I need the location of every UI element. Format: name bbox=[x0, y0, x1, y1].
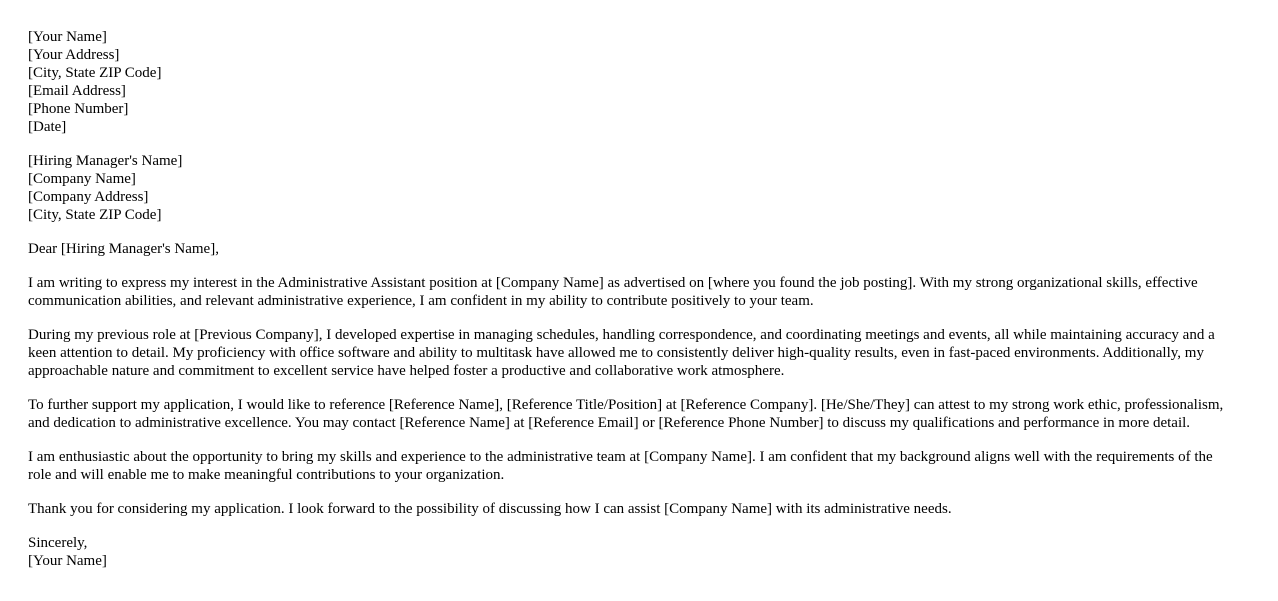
sender-city-state-zip: [City, State ZIP Code] bbox=[28, 65, 162, 81]
body-paragraph-intro: I am writing to express my interest in the Administrative Assistant position at [Company Name] as advertised on [where you found the job posting]. With my strong organizational skills, effective communication abilities, and relevant administrative experience, I am confident in my ability to contribute positively to your team. bbox=[28, 275, 1198, 309]
body-paragraph-experience: During my previous role at [Previous Company], I developed expertise in managing schedules, handling correspondence, and coordinating meetings and events, all while maintaining accuracy and a keen attention to detail. My proficiency with office software and ability to multitask have allowed me to consistently deliver high-quality results, even in fast-paced environments. Additionally, my approachable nature and commitment to excellent service have helped foster a productive and collaborative work atmosphere. bbox=[28, 327, 1215, 379]
sender-phone: [Phone Number] bbox=[28, 101, 129, 117]
body-paragraph-reference: To further support my application, I would like to reference [Reference Name], [Reference Title/Position] at [Reference Company]. [He/She/They] can attest to my strong work ethic, professionalism, and dedication to administrative excellence. You may contact [Reference Name] at [Reference Email] or [Reference Phone Number] to discuss my qualifications and performance in more detail. bbox=[28, 397, 1224, 431]
salutation: Dear [Hiring Manager's Name], bbox=[28, 241, 219, 257]
sender-email: [Email Address] bbox=[28, 83, 126, 99]
sender-address: [Your Address] bbox=[28, 47, 120, 63]
recipient-name: [Hiring Manager's Name] bbox=[28, 153, 183, 169]
sender-block bbox=[28, 28, 1228, 136]
sender-name: [Your Name] bbox=[28, 29, 107, 45]
recipient-city-state-zip: [City, State ZIP Code] bbox=[28, 207, 162, 223]
letter-date: [Date] bbox=[28, 119, 67, 135]
valediction: Sincerely, bbox=[28, 535, 88, 551]
closing-block bbox=[28, 534, 1228, 570]
signature-name: [Your Name] bbox=[28, 553, 107, 569]
body-paragraph-thanks: Thank you for considering my application. I look forward to the possibility of discussing how I can assist [Company Name] with its administrative needs. bbox=[28, 501, 952, 517]
recipient-company: [Company Name] bbox=[28, 171, 136, 187]
body-paragraph-enthusiasm: I am enthusiastic about the opportunity to bring my skills and experience to the administrative team at [Company Name]. I am confident that my background aligns well with the requirements of the role and will enable me to make meaningful contributions to your organization. bbox=[28, 449, 1213, 483]
recipient-address: [Company Address] bbox=[28, 189, 149, 205]
recipient-block bbox=[28, 152, 1228, 224]
